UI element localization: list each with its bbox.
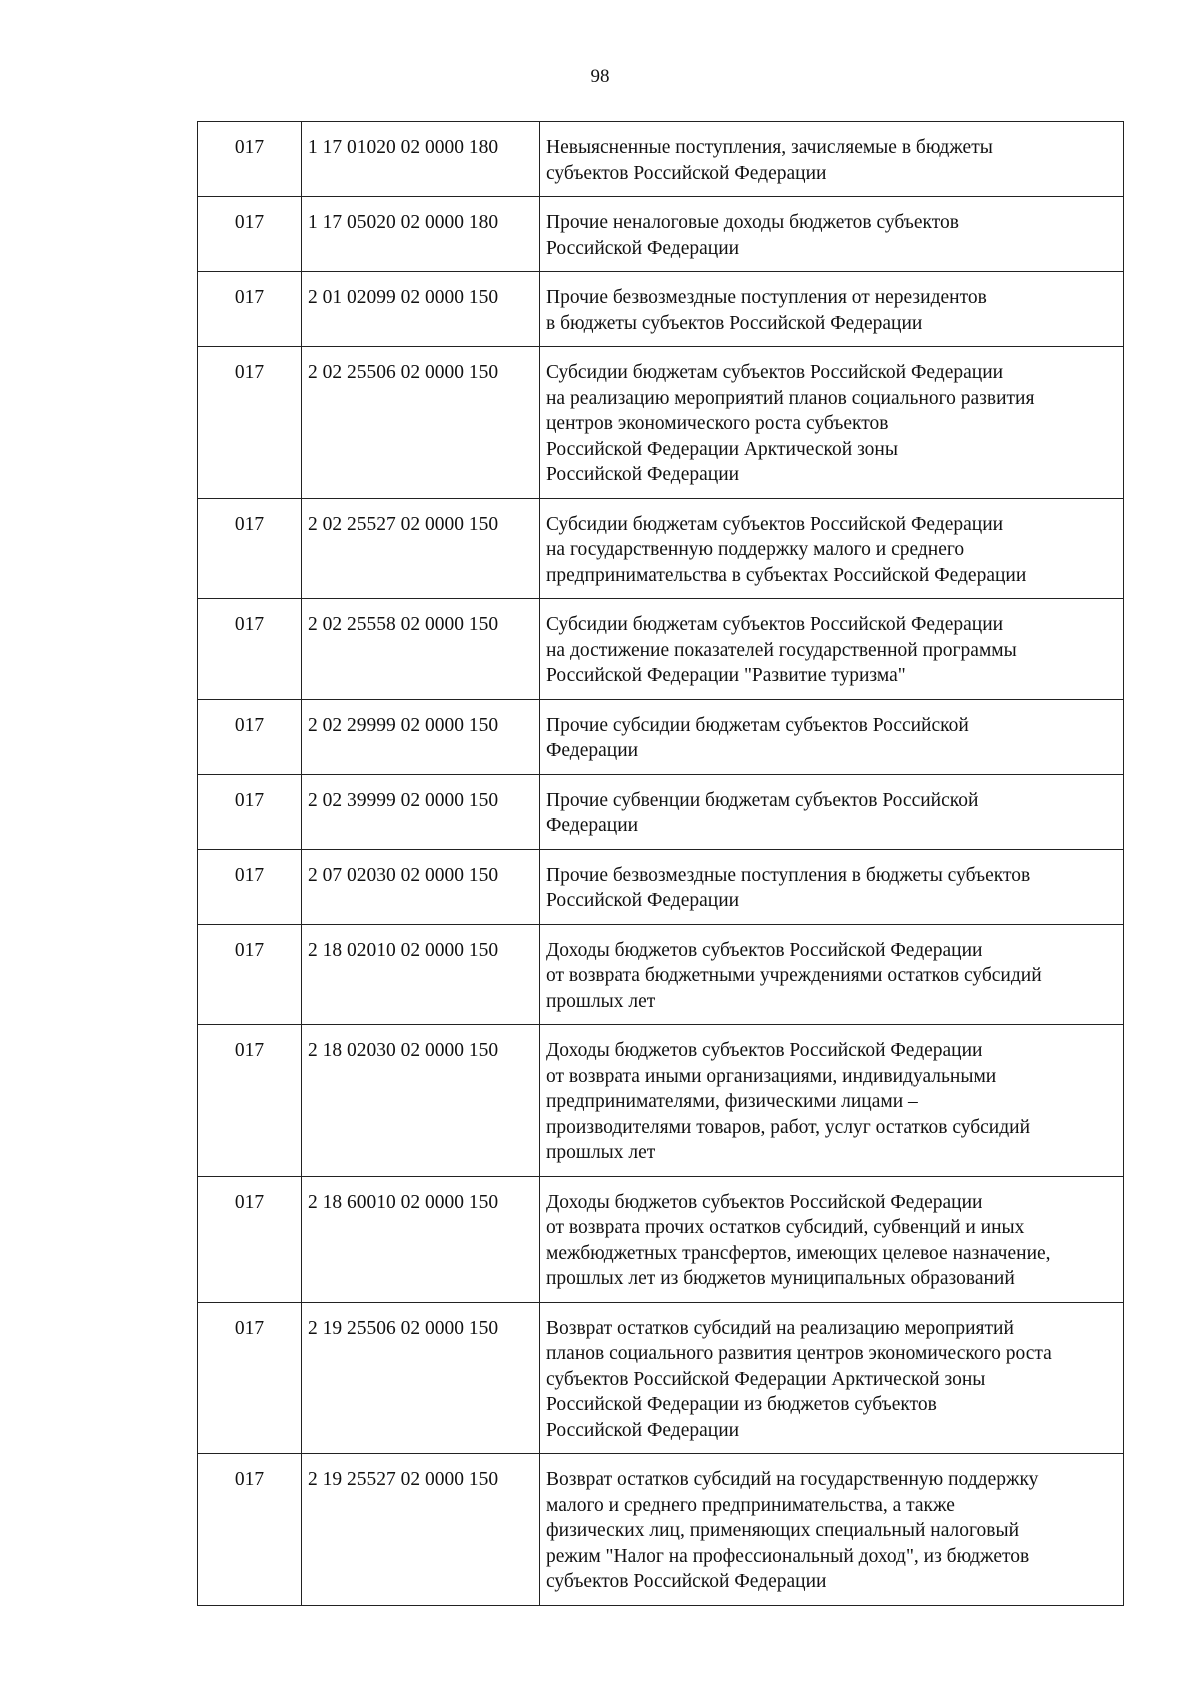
income-name-line: Прочие субвенции бюджетам субъектов Российской: [546, 789, 979, 811]
income-name-line: Российской Федерации: [546, 464, 740, 485]
admin-code-cell: 017: [198, 1302, 302, 1454]
budget-code-cell: 2 02 25558 02 0000 150: [302, 599, 540, 700]
income-name-line: производителями товаров, работ, услуг остатков субсидий: [546, 1116, 1031, 1138]
admin-code-cell: 017: [198, 498, 302, 599]
table-row: [198, 347, 1124, 499]
income-name-cell: [540, 272, 1124, 347]
table-row: [198, 1454, 1124, 1606]
income-name-cell: [540, 699, 1124, 774]
income-name-line: субъектов Российской Федерации: [546, 1571, 827, 1592]
income-name-line: от возврата иными организациями, индивидуальными: [546, 1065, 997, 1087]
income-name-line: от возврата прочих остатков субсидий, субвенций и иных: [546, 1217, 1025, 1238]
budget-code-cell: 1 17 01020 02 0000 180: [302, 122, 540, 197]
income-name-line: Доходы бюджетов субъектов Российской Федерации: [546, 939, 983, 961]
income-name-line: Российской Федерации: [546, 1419, 740, 1441]
table-row: [198, 699, 1124, 774]
income-name-cell: [540, 924, 1124, 1025]
income-name-cell: [540, 347, 1124, 499]
table-row: [198, 498, 1124, 599]
budget-code-cell: 2 18 02030 02 0000 150: [302, 1025, 540, 1177]
income-name-line: физических лиц, применяющих специальный налоговый: [546, 1520, 1020, 1541]
table-row: [198, 272, 1124, 347]
income-name-line: Федерации: [546, 815, 639, 836]
income-name-line: Невыясненные поступления, зачисляемые в бюджеты: [546, 137, 993, 158]
income-name-line: Субсидии бюджетам субъектов Российской Федерации: [546, 513, 1004, 535]
admin-code-cell: 017: [198, 924, 302, 1025]
admin-code-cell: 017: [198, 197, 302, 272]
income-name-line: на государственную поддержку малого и среднего: [546, 539, 965, 560]
income-name-line: Прочие неналоговые доходы бюджетов субъектов: [546, 212, 959, 233]
table-row: [198, 1176, 1124, 1302]
income-name-line: Российской Федерации Арктической зоны: [546, 438, 898, 460]
table-row: [198, 924, 1124, 1025]
budget-code-cell: 2 02 39999 02 0000 150: [302, 774, 540, 849]
income-name-line: прошлых лет: [546, 1142, 656, 1163]
income-name-line: планов социального развития центров экономического роста: [546, 1343, 1052, 1364]
admin-code-cell: 017: [198, 774, 302, 849]
income-name-cell: [540, 1176, 1124, 1302]
admin-code-cell: 017: [198, 272, 302, 347]
income-name-line: Российской Федерации: [546, 237, 740, 259]
budget-code-cell: 2 02 25506 02 0000 150: [302, 347, 540, 499]
budget-code-cell: 2 01 02099 02 0000 150: [302, 272, 540, 347]
income-name-cell: [540, 1454, 1124, 1606]
admin-code-cell: 017: [198, 849, 302, 924]
income-name-line: Доходы бюджетов субъектов Российской Федерации: [546, 1191, 983, 1213]
income-name-cell: [540, 122, 1124, 197]
budget-code-cell: 2 07 02030 02 0000 150: [302, 849, 540, 924]
income-name-line: Субсидии бюджетам субъектов Российской Федерации: [546, 614, 1004, 635]
income-name-line: межбюджетных трансфертов, имеющих целевое назначение,: [546, 1242, 1051, 1264]
income-name-line: режим "Налог на профессиональный доход", из бюджетов: [546, 1545, 1030, 1567]
table-row: [198, 197, 1124, 272]
table-row: [198, 1302, 1124, 1454]
budget-code-cell: 2 02 29999 02 0000 150: [302, 699, 540, 774]
budget-code-cell: 2 19 25527 02 0000 150: [302, 1454, 540, 1606]
income-name-cell: [540, 1302, 1124, 1454]
table-row: [198, 1025, 1124, 1177]
income-name-line: Российской Федерации: [546, 890, 740, 911]
income-name-cell: [540, 1025, 1124, 1177]
income-name-cell: [540, 599, 1124, 700]
income-name-line: от возврата бюджетными учреждениями остатков субсидий: [546, 965, 1042, 986]
income-name-line: в бюджеты субъектов Российской Федерации: [546, 312, 923, 334]
income-name-line: Российской Федерации из бюджетов субъектов: [546, 1394, 937, 1415]
table-row: [198, 599, 1124, 700]
table-row: [198, 774, 1124, 849]
income-name-line: Субсидии бюджетам субъектов Российской Федерации: [546, 362, 1004, 383]
income-name-cell: [540, 774, 1124, 849]
income-name-line: Российской Федерации "Развитие туризма": [546, 665, 906, 686]
budget-code-cell: 2 19 25506 02 0000 150: [302, 1302, 540, 1454]
admin-code-cell: 017: [198, 122, 302, 197]
budget-code-cell: 2 18 02010 02 0000 150: [302, 924, 540, 1025]
income-name-cell: [540, 197, 1124, 272]
budget-codes-table: [197, 121, 1124, 1606]
budget-code-cell: 2 02 25527 02 0000 150: [302, 498, 540, 599]
income-name-line: субъектов Российской Федерации: [546, 162, 827, 184]
income-name-line: Доходы бюджетов субъектов Российской Федерации: [546, 1040, 983, 1061]
admin-code-cell: 017: [198, 1025, 302, 1177]
income-name-line: Прочие безвозмездные поступления от нерезидентов: [546, 287, 987, 308]
table-row: [198, 849, 1124, 924]
admin-code-cell: 017: [198, 1176, 302, 1302]
table-row: [198, 122, 1124, 197]
income-name-cell: [540, 498, 1124, 599]
income-name-line: прошлых лет из бюджетов муниципальных образований: [546, 1268, 1015, 1289]
admin-code-cell: 017: [198, 599, 302, 700]
income-name-cell: [540, 849, 1124, 924]
table-body: [198, 122, 1124, 1606]
admin-code-cell: 017: [198, 699, 302, 774]
income-name-line: прошлых лет: [546, 990, 656, 1012]
admin-code-cell: 017: [198, 347, 302, 499]
income-name-line: Прочие субсидии бюджетам субъектов Российской: [546, 714, 969, 736]
income-name-line: Возврат остатков субсидий на государственную поддержку: [546, 1469, 1039, 1490]
budget-code-cell: 1 17 05020 02 0000 180: [302, 197, 540, 272]
income-name-line: Прочие безвозмездные поступления в бюджеты субъектов: [546, 864, 1031, 886]
income-name-line: на реализацию мероприятий планов социального развития: [546, 387, 1035, 409]
page-number: 98: [590, 66, 610, 87]
admin-code-cell: 017: [198, 1454, 302, 1606]
income-name-line: Федерации: [546, 740, 639, 761]
income-name-line: на достижение показателей государственной программы: [546, 639, 1017, 661]
income-name-line: центров экономического роста субъектов: [546, 413, 889, 434]
income-name-line: предпринимательства в субъектах Российской Федерации: [546, 564, 1027, 586]
income-name-line: малого и среднего предпринимательства, а также: [546, 1494, 955, 1516]
income-name-line: Возврат остатков субсидий на реализацию мероприятий: [546, 1317, 1014, 1339]
budget-code-cell: 2 18 60010 02 0000 150: [302, 1176, 540, 1302]
income-name-line: предпринимателями, физическими лицами –: [546, 1091, 918, 1112]
income-name-line: субъектов Российской Федерации Арктической зоны: [546, 1368, 986, 1390]
